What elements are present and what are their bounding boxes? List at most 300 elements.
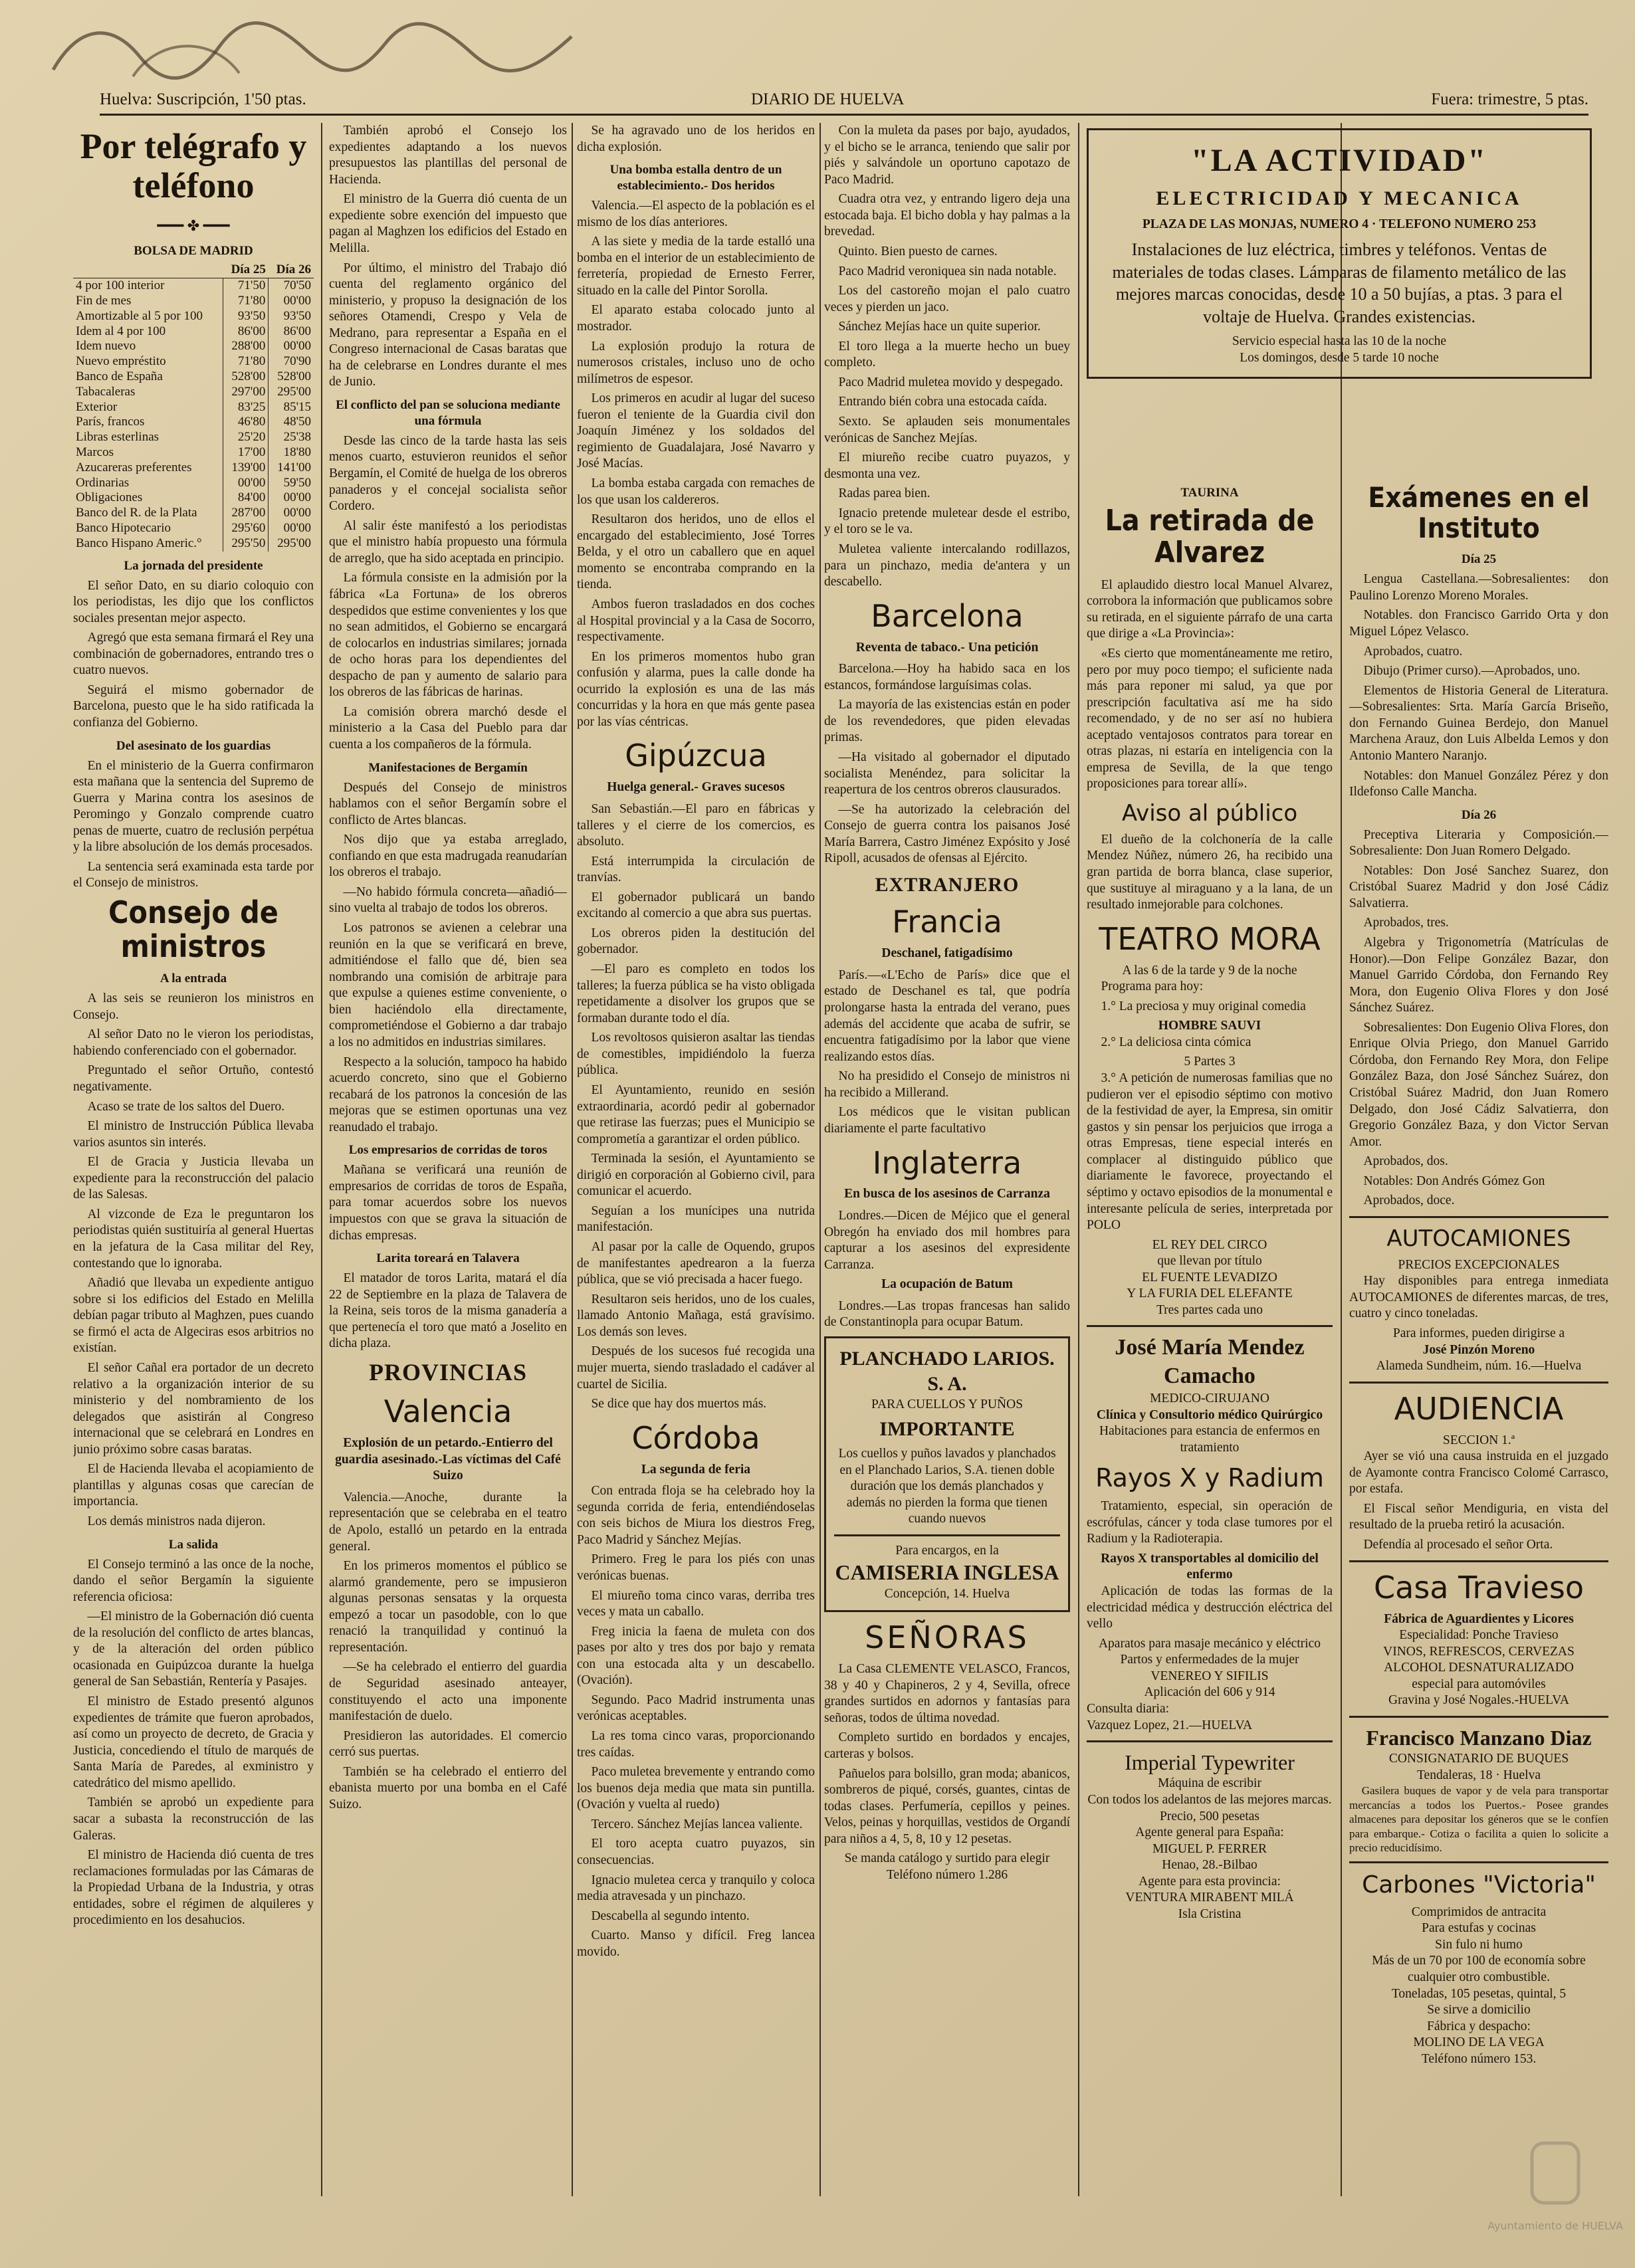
casa-travieso-title: Casa Travieso	[1374, 1569, 1584, 1605]
text-block: Notables: Don Andrés Gómez Gon	[1363, 1174, 1545, 1188]
text-block: El toro llega a la muerte hecho un buey completo.	[824, 339, 1070, 370]
text-block: Reventa de tabaco.- Una petición	[855, 640, 1039, 655]
text-block: La mayoría de las existencias están en poder de los revendedores, que piden elevadas primas.	[824, 698, 1070, 745]
text-block: Banco Hispano Americ.°	[76, 536, 202, 550]
text-block: Al señor Dato no le vieron los periodistas, habiendo conferenciado con el gobernador.	[73, 1027, 314, 1058]
text-block: Notables: Don José Sanchez Suarez, don Cristóbal Suarez Madrid y don José Cádiz Salvatierra.	[1349, 863, 1608, 910]
text-block: A las seis se reunieron los ministros en Consejo.	[73, 991, 314, 1022]
text-block: PARA CUELLOS Y PUÑOS	[871, 1397, 1024, 1411]
bolsa-row	[73, 536, 314, 552]
text-block: Obligaciones	[76, 490, 143, 505]
text-block: Sexto. Se aplauden seis monumentales verónicas de Sanchez Mejías.	[824, 415, 1070, 445]
text-block: Sánchez Mejías hace un quite superior.	[838, 320, 1041, 334]
text-block: San Sebastián.—El paro en fábricas y talleres y el cierre de los comercios, es absoluto.	[577, 801, 815, 849]
text-block: Notables. don Francisco Garrido Orta y don Miguel López Velasco.	[1349, 608, 1608, 639]
provincias-title: PROVINCIAS	[368, 1358, 528, 1386]
text-block: SECCION 1.ª	[1442, 1433, 1515, 1447]
text-block: Algebra y Trigonometría (Matrículas de Honor).—Don Felipe González Bazar, don Manuel Garrido Córdoba, don Fernando Rey Mora, don Eugenio Oliva Flores y don José Sánchez Suárez.	[1349, 935, 1608, 1015]
text-block: —Se ha autorizado la celebración del Consejo de guerra contra los paisanos José María Barrera, Castro Jiménez Expósito y José Ripoll, acusados de ofensas al Ejército.	[824, 802, 1070, 866]
text-block: Dibujo (Primer curso).—Aprobados, uno.	[1363, 664, 1580, 678]
inglaterra-title: Inglaterra	[872, 1144, 1022, 1181]
text-block: La segunda de feria	[641, 1462, 751, 1477]
text-block: 86'00	[269, 324, 314, 340]
text-block: Resultaron dos heridos, uno de ellos el encargado del establecimiento, José Torres Belda, y el otro un caballero que en aquel momento se encontraba comprando en la tienda.	[577, 512, 815, 592]
text-block: Aprobados, dos.	[1363, 1154, 1448, 1169]
text-block: 287'00	[223, 506, 269, 521]
text-block: Mañana se verificará una reunión de empresarios de corridas de toros de España, para tomar acuerdos sobre los nuevos impuestos con que se grava la situación de dichas empresas.	[329, 1163, 567, 1243]
ornament: ━━━ ✤ ━━━	[157, 217, 230, 234]
text-block: Y LA FURIA DEL ELEFANTE	[1127, 1287, 1293, 1301]
text-block: IMPORTANTE	[879, 1418, 1015, 1441]
text-block: También se aprobó un expediente para sacar a subasta la reconstrucción de las Galeras.	[73, 1796, 314, 1843]
text-block: MOLINO DE LA VEGA	[1413, 2035, 1545, 2050]
text-block: Los patronos se avienen a celebrar una reunión en la que se verificará en breve, admitiéndose el fallo que dé, bien sea nombrando una comisión de arbitraje para que expulse a quienes estime conveniente, o bien haciéndolo ella directamente, comprometiéndose el Gobierno a dar trabajo a los no admitidos en industrias similares.	[329, 921, 567, 1049]
text-block: Instalaciones de luz eléctrica, timbres y teléfonos. Ventas de materiales de todas clases. Lámparas de filamento metálico de las mejores marcas conocidas, desde 10 a 50 bujías, a ptas. 3 para el voltaje de Huelva. Grandes existencias.	[1112, 239, 1567, 327]
text-block: VENTURA MIRABENT MILÁ	[1125, 1891, 1294, 1905]
text-block: Nos dijo que ya estaba arreglado, confiando en que esta madrugada reanudarían los obreros el trabajo.	[329, 833, 567, 880]
text-block: El Fiscal señor Mendiguria, en vista del resultado de la prueba retiró la acusación.	[1349, 1501, 1608, 1532]
text-block: VENEREO Y SIFILIS	[1150, 1669, 1269, 1683]
text-block: El señor Dato, en su diario coloquio con los periodistas, les dijo que los conflictos sociales presentan mejor aspecto.	[73, 578, 314, 625]
text-block: Presidieron las autoridades. El comercio cerró sus puertas.	[329, 1728, 567, 1760]
text-block: Para encargos, en la	[895, 1543, 999, 1558]
text-block: La Casa CLEMENTE VELASCO, Francos, 38 y 40 y Chapineros, 2 y 4, Sevilla, ofrece grandes surtidos en adornos y fantasías para señoras, todos de última novedad.	[824, 1662, 1070, 1725]
text-block: CAMISERIA INGLESA	[835, 1560, 1059, 1585]
text-block: La res toma cinco varas, proporcionando tres caídas.	[577, 1729, 815, 1760]
text-block: Idem al 4 por 100	[76, 324, 166, 338]
examenes-title: Exámenes en el Instituto	[1368, 481, 1590, 545]
text-block: El gobernador publicará un bando excitando al comercio a que abra sus puertas.	[577, 890, 815, 921]
text-block: En busca de los asesinos de Carranza	[844, 1187, 1050, 1201]
text-block: Ayer se vió una causa instruida en el juzgado de Ayamonte contra Francisco Colomé Carrasco, por estafa.	[1349, 1449, 1608, 1496]
text-block: Tratamiento, especial, sin operación de escrófulas, cáncer y toda clase tumores por el Radium y la Radioterapia.	[1087, 1499, 1333, 1546]
bolsa-row	[73, 415, 314, 430]
text-block: 4 por 100 interior	[76, 278, 165, 293]
bolsa-row	[73, 369, 314, 385]
text-block: Vazquez Lopez, 21.—HUELVA	[1087, 1718, 1253, 1732]
text-block: Desde las cinco de la tarde hasta las seis menos cuarto, estuvieron reunidos el señor Bergamín, el Comité de huelga de los obreros panaderos y el concejal socialista señor Cordero.	[329, 433, 567, 514]
text-block: Por último, el ministro del Trabajo dió cuenta del reglamento orgánico del ministerio, y propuso la designación de los señores Otamendi, Crespo y Vela de Medrano, para representar a España en el Congreso internacional de Casas baratas que ha de celebrarse en Londres durante el mes de Junio.	[329, 260, 567, 389]
text-block: PRECIOS EXCEPCIONALES	[1398, 1257, 1560, 1272]
text-block: Banco de España	[76, 369, 163, 384]
text-block: Agregó que esta semana firmará el Rey una combinación de gobernadores, entrando tres o cuatro nuevos.	[73, 631, 314, 678]
text-block: Aparatos para masaje mecánico y eléctrico	[1098, 1636, 1321, 1651]
text-block: La fórmula consiste en la admisión por la fábrica «La Fortuna» de los obreros despedidos que estime convenientes y los que no sean admitidos, el Gobierno se encargará de colocarlos en industrias similares; jornada de ocho horas para los dependientes del despacho de pan y aumento de salario para los obreros de las fábricas de harinas.	[329, 571, 567, 700]
text-block: Está interrumpida la circulación de tranvías.	[577, 854, 815, 885]
text-block: PLANCHADO LARIOS. S. A.	[839, 1347, 1055, 1395]
rayos-title: Rayos X y Radium	[1095, 1463, 1324, 1493]
text-block: A la entrada	[160, 972, 227, 986]
text-block: El de Gracia y Justicia llevaba un expediente para la reconstrucción del palacio de las Salesas.	[73, 1155, 314, 1202]
text-block: Cuadra otra vez, y entrando ligero deja una estocada baja. El bicho dobla y hay palmas a la brevedad.	[824, 192, 1070, 239]
text-block: 297'00	[223, 385, 269, 400]
text-block: ELECTRICIDAD Y MECANICA	[1156, 187, 1523, 210]
text-block: Día 25	[223, 262, 269, 278]
text-block: Deschanel, fatigadísimo	[881, 946, 1013, 961]
text-block: Huelga general.- Graves sucesos	[607, 780, 785, 795]
heading: La jornada del presidente	[124, 558, 263, 573]
text-block: Toneladas, 105 pesetas, quintal, 5	[1391, 1986, 1567, 2001]
text-block: Radas parea bien.	[838, 486, 930, 501]
text-block: Agente para esta provincia:	[1139, 1874, 1281, 1889]
text-block: En el ministerio de la Guerra confirmaron esta mañana que la sentencia del Supremo de Guerra y Marina contra los asesinos de Peromingo y Gonzalo comprende cuatro penas de muerte, cuatro de reclusión perpétua y la libre absolución de los demás procesados.	[73, 758, 314, 855]
text-block: El ministro de Hacienda dió cuenta de tres reclamaciones formuladas por las Cámaras de la Propiedad Urbana de la Industria, y otras entidades, sobre el régimen de alquileres y procedimiento en los desahucios.	[73, 1848, 314, 1928]
text-block: 00'00	[269, 490, 314, 506]
text-block: EL REY DEL CIRCO	[1152, 1237, 1267, 1252]
text-block: Especialidad: Ponche Travieso	[1399, 1628, 1559, 1643]
text-block: Los del castoreño mojan el palo cuatro veces y pierden un jaco.	[824, 284, 1070, 314]
text-block: Máquina de escribir	[1158, 1776, 1261, 1791]
gipuzcoa-title: Gipúzcua	[625, 738, 767, 774]
bolsa-row	[73, 339, 314, 354]
subscription-outside: Fuera: trimestre, 5 ptas.	[1431, 90, 1588, 108]
column-5-lower	[1087, 478, 1333, 2196]
text-block: Ordinarias	[76, 475, 130, 490]
text-block: 295'50	[223, 536, 269, 552]
audiencia-title: AUDIENCIA	[1394, 1390, 1564, 1427]
text-block: Los obreros piden la destitución del gobernador.	[577, 926, 815, 957]
mendez-title: José María Mendez Camacho	[1115, 1335, 1305, 1389]
text-block: Con entrada floja se ha celebrado hoy la segunda corrida de feria, entendiéndoselas con seis bichos de Miura los diestros Freg, Paco Madrid y Sánchez Mejías.	[577, 1484, 815, 1547]
text-block: Fábrica de Aguardientes y Licores	[1384, 1611, 1574, 1626]
text-block: Lengua Castellana.—Sobresalientes: don Paulino Lorenzo Moreno Morales.	[1349, 572, 1608, 603]
la-actividad-ad	[1087, 128, 1592, 379]
text-block: Exterior	[76, 399, 118, 414]
text-block: No ha presidido el Consejo de ministros ni ha recibido a Millerand.	[824, 1069, 1070, 1100]
text-block: —Ha visitado al gobernador el diputado socialista Menéndez, para solicitar la reapertura de los centros obreros clausurados.	[824, 750, 1070, 797]
bolsa-row	[73, 309, 314, 324]
text-block: Notables: don Manuel González Pérez y don Ildefonso Calle Mancha.	[1349, 768, 1608, 799]
text-block: 71'80	[223, 354, 269, 369]
text-block: —El paro es completo en todos los talleres; la fuerza pública se ha visto obligada repetidamente a disolver los grupos que se formaban durante todo el día.	[577, 962, 815, 1025]
text-block: 295'00	[269, 536, 314, 552]
text-block: El ministro de Instrucción Pública llevaba varios asuntos sin interés.	[73, 1119, 314, 1150]
text-block: 86'00	[223, 324, 269, 340]
text-block: La comisión obrera marchó desde el ministerio a la Casa del Pueblo para dar cuenta a los compañeros de la fórmula.	[329, 704, 567, 752]
text-block: Barcelona.—Hoy ha habido saca en los estancos, formándose larguísimas colas.	[824, 662, 1070, 692]
text-block: Londres.—Dicen de Méjico que el general Obregón ha enviado dos mil hombres para capturar a los asesinos del expresidente Carranza.	[824, 1209, 1070, 1272]
text-block: 139'00	[223, 461, 269, 476]
text-block: Ignacio pretende muletear desde el estribo, y el toro se le va.	[824, 506, 1070, 537]
text-block: Se ha agravado uno de los heridos en dicha explosión.	[577, 124, 815, 154]
text-block: 00'00	[223, 476, 269, 491]
text-block: Gravina y José Nogales.-HUELVA	[1388, 1693, 1569, 1708]
column-3	[577, 123, 815, 2196]
text-block: Para estufas y cocinas	[1422, 1921, 1536, 1936]
text-block: Programa para hoy:	[1101, 979, 1204, 994]
text-block: MEDICO-CIRUJANO	[1150, 1392, 1269, 1406]
text-block: 93'50	[269, 309, 314, 324]
text-block: especial para automóviles	[1412, 1677, 1546, 1691]
text-block: Concepción, 14. Huelva	[884, 1586, 1010, 1601]
text-block: que llevan por título	[1157, 1254, 1262, 1269]
bolsa-title: BOLSA DE MADRID	[134, 243, 253, 258]
text-block: La explosión produjo la rotura de numerosos cristales, incluso uno de ocho milímetros de espesor.	[577, 339, 815, 386]
text-block: Seguirá el mismo gobernador de Barcelona, puesto que le ha sido ratificada la confianza del Gobierno.	[73, 682, 314, 730]
text-block: Los cuellos y puños lavados y planchados en el Planchado Larios, S.A. tienen doble duración que los demás planchados y además no pierden la forma que tienen cuando nuevos	[838, 1446, 1056, 1526]
text-block: El miureño recibe cuatro puyazos, y desmonta una vez.	[824, 451, 1070, 481]
text-block: Día 26	[1461, 807, 1497, 822]
text-block: Teléfono número 153.	[1421, 2051, 1537, 2066]
barcelona-title: Barcelona	[871, 597, 1024, 634]
text-block: Amortizable al 5 por 100	[76, 308, 203, 323]
text-block: Primero. Freg le para los piés con unas verónicas buenas.	[577, 1552, 815, 1583]
text-block: 2.° La deliciosa cinta cómica	[1101, 1035, 1252, 1049]
text-block: Azucareras preferentes	[76, 460, 192, 474]
text-block: Muletea valiente intercalando rodillazos, para un pinchazo, media de'antera y un descabello.	[824, 542, 1070, 589]
text-block: Sin fulo ni humo	[1435, 1937, 1523, 1952]
text-block: Añadió que llevaba un expediente antiguo sobre si los edificios del Estado en Melilla debían pagar tributo al Maghzen, pues cuando se firmó el acta de Algeciras esos arbitrios no existían.	[73, 1276, 314, 1356]
text-block: Larita toreará en Talavera	[376, 1251, 520, 1266]
manzano-title: Francisco Manzano Diaz	[1366, 1725, 1592, 1750]
bolsa-row	[73, 476, 314, 491]
text-block: Al vizconde de Eza le preguntaron los periodistas quién sustituiría al general Huertas en la jefatura de la Casa militar del Rey, contestando que lo ignoraba.	[73, 1207, 314, 1271]
aviso-title: Aviso al público	[1121, 800, 1298, 827]
text-block: Paco muletea brevemente y entrando como los buenos deja media que mata sin puntilla. (Ovación y vuelta al ruedo)	[577, 1765, 815, 1812]
text-block: Sobresalientes: Don Eugenio Oliva Flores, don Enrique Olvia Priego, don Manuel Garrido Córdoba, don Fernando Rey Mora, don Felipe González Baza, don José Sánchez Suárez, don Cristóbal Suárez Madrid, don Juan Romero Delgado, don José Cádiz Salvatierra, don Gregorio González Baza, y don Victor Servan Amor.	[1349, 1020, 1608, 1149]
text-block: El miureño toma cinco varas, derriba tres veces y mata un caballo.	[577, 1588, 815, 1619]
text-block: 70'90	[269, 354, 314, 369]
text-block: Paco Madrid veroniquea sin nada notable.	[838, 264, 1057, 278]
text-block: —No habido fórmula concreta—añadió—sino vuelta al trabajo de todos los obreros.	[329, 884, 567, 916]
autocamiones-title: AUTOCAMIONES	[1386, 1225, 1571, 1252]
newspaper-name: DIARIO DE HUELVA	[751, 90, 905, 108]
text-block: Tabacaleras	[76, 384, 136, 399]
bolsa-row	[73, 324, 314, 340]
planchado-ad	[824, 1336, 1070, 1612]
bolsa-row	[73, 445, 314, 461]
cordoba-title: Córdoba	[631, 1419, 760, 1456]
text-block: Descabella al segundo intento.	[591, 1908, 750, 1923]
bolsa-row	[73, 461, 314, 476]
text-block: El matador de toros Larita, matará el día 22 de Septiembre en la plaza de Talavera de la Reina, seis toros de la misma ganadería a que pertenecía el toro que mató a Joselito en dicha plaza.	[329, 1271, 567, 1351]
text-block: Defendía al procesado el señor Orta.	[1363, 1538, 1553, 1552]
text-block: Al salir éste manifestó a los periodistas que el ministro había propuesto una fórmula de arreglo, que ha sido aceptada en principio.	[329, 518, 567, 566]
text-block: El de Hacienda llevaba el acopiamiento de plantillas y algunas cosas que carecían de importancia.	[73, 1462, 314, 1509]
text-block: Partos y enfermedades de la mujer	[1120, 1653, 1299, 1667]
text-block: 71'80	[223, 294, 269, 309]
bolsa-row	[73, 400, 314, 415]
text-block: "LA ACTIVIDAD"	[1190, 143, 1488, 178]
text-block: Servicio especial hasta las 10 de la noche	[1232, 334, 1447, 349]
column-6	[1349, 478, 1608, 2196]
bolsa-table	[73, 262, 314, 551]
text-block: 46'80	[223, 415, 269, 430]
text-block: José Pinzón Moreno	[1422, 1342, 1535, 1357]
text-block: 295'60	[223, 521, 269, 536]
consejo-title: Consejo de ministros	[108, 894, 278, 964]
text-block: Los empresarios de corridas de toros	[348, 1143, 548, 1158]
column-2	[329, 123, 567, 2196]
text-block: El aplaudido diestro local Manuel Alvarez, corrobora la información que publicamos sobre su retirada, en el siguiente párrafo de una carta que dirige a «La Provincia»:	[1087, 577, 1333, 641]
text-block: Tercero. Sánchez Mejías lancea valiente.	[591, 1817, 803, 1831]
text-block: Tres partes cada uno	[1156, 1302, 1263, 1317]
text-block: Valencia.—Anoche, durante la representación que se celebraba en el teatro de Apolo, estalló un petardo en la entrada general.	[329, 1490, 567, 1554]
text-block: Pañuelos para bolsillo, gran moda; abanicos, sombreros de piqué, corsés, guantes, cintas de todas clases. Perfumería, cepillos y peines. Velos, peinas y horquillas, vestidos de Organdí para niños a 4, 5, 8, 10 y 12 pesetas.	[824, 1766, 1070, 1846]
text-block: CONSIGNATARIO DE BUQUES	[1388, 1752, 1569, 1766]
column-1	[73, 123, 314, 2196]
extranjero-title: EXTRANJERO	[875, 873, 1020, 896]
text-block: —El ministro de la Gobernación dió cuenta de la resolución del conflicto de artes blancas, y de la alteración del orden público ocasionada en Guipúzcoa durante la huelga general de San Sebastián, Rentería y Pasajes.	[73, 1609, 314, 1689]
text-block: En los primeros momentos el público se alarmó grandemente, pero se impusieron algunas personas sensatas y la orquesta empezó a tocar un pasodoble, con lo que renació la tranquilidad y continuó la representación.	[329, 1559, 567, 1655]
bolsa-row	[73, 354, 314, 369]
text-block: VINOS, REFRESCOS, CERVEZAS	[1383, 1644, 1575, 1659]
text-block: Clínica y Consultorio médico Quirúrgico	[1096, 1407, 1323, 1422]
text-block: Cuarto. Manso y difícil. Freg lancea movido.	[577, 1928, 815, 1959]
text-block: Comprimidos de antracita	[1411, 1905, 1547, 1919]
text-block: 00'00	[269, 521, 314, 536]
text-block: 528'00	[269, 369, 314, 385]
text-block: Después de los sucesos fué recogida una mujer muerta, siendo trasladado el cadáver al cuartel de Sicilia.	[577, 1344, 815, 1392]
text-block: 71'50	[223, 278, 269, 294]
text-block: 25'20	[223, 430, 269, 445]
text-block: Nuevo empréstito	[76, 354, 166, 369]
bolsa-row	[73, 521, 314, 536]
text-block: Más de un 70 por 100 de economía sobre cualquier otro combustible.	[1372, 1954, 1586, 1984]
text-block: Se dice que hay dos muertos más.	[591, 1397, 767, 1411]
text-block: 83'25	[223, 400, 269, 415]
text-block: Aplicación del 606 y 914	[1144, 1685, 1275, 1700]
text-block: 1.° La preciosa y muy original comedia	[1101, 999, 1306, 1013]
text-block: Se sirve a domicilio	[1427, 2003, 1531, 2017]
archive-seal	[1485, 2130, 1625, 2256]
text-block: Tendaleras, 18 · Huelva	[1417, 1768, 1541, 1782]
text-block: Quinto. Bien puesto de carnes.	[838, 244, 998, 258]
imperial-title: Imperial Typewriter	[1125, 1750, 1295, 1775]
text-block: PLAZA DE LAS MONJAS, NUMERO 4 · TELEFONO NUMERO 253	[1142, 217, 1537, 232]
text-block: Elementos de Historia General de Literatura.—Sobresalientes: Srta. María García Briseño, don Fernando Guinea Berdejo, don Manuel Marchena Arauz, don Luis Albelda Lemos y don Antonio Mantero Naranjo.	[1349, 683, 1608, 763]
text-block: 528'00	[223, 369, 269, 385]
text-block: Ignacio muletea cerca y tranquilo y coloca media atravesada y un pinchazo.	[577, 1873, 815, 1904]
text-block: El conflicto del pan se soluciona mediante una fórmula	[336, 398, 560, 428]
text-block: Isla Cristina	[1178, 1907, 1242, 1921]
valencia-title: Valencia	[383, 1393, 512, 1430]
text-block: París, francos	[76, 415, 145, 429]
text-block: 25'38	[269, 430, 314, 445]
text-block: Los primeros en acudir al lugar del suceso fueron el teniente de la Guardia civil don Joaquín Jiménez y los soldados del regimiento de Guadalajara, José Navarro y José Macías.	[577, 391, 815, 471]
text-block: Ambos fueron trasladados en dos coches al Hospital provincial y a la Casa de Socorro, respectivamente.	[577, 597, 815, 645]
text-block: Aprobados, tres.	[1363, 916, 1449, 930]
text-block: 48'50	[269, 415, 314, 430]
text-block: El toro acepta cuatro puyazos, sin consecuencias.	[577, 1837, 815, 1867]
text-block: Completo surtido en bordados y encajes, carteras y bolsos.	[824, 1730, 1070, 1761]
text-block: Marcos	[76, 445, 114, 459]
alvarez-title: La retirada de Alvarez	[1105, 503, 1315, 570]
text-block: 288'00	[223, 339, 269, 354]
text-block: El ministro de Estado presentó algunos expedientes de trámite que fueron aprobados, así como un proyecto de decreto, de Gracia y Justicia, concediendo el título de marqués de Santa María de Paredes, al exministro y catedrático del mismo apellido.	[73, 1695, 314, 1790]
text-block: Preguntado el señor Ortuño, contestó negativamente.	[73, 1063, 314, 1094]
text-block: Los demás ministros nada dijeron.	[87, 1514, 266, 1529]
text-block: —Se ha celebrado el entierro del guardia de Seguridad asesinado anteayer, constituyendo el acto una imponente manifestación de duelo.	[329, 1660, 567, 1724]
text-block: A las 6 de la tarde y 9 de la noche	[1122, 963, 1297, 978]
text-block: Valencia.—El aspecto de la población es el mismo de los días anteriores.	[577, 199, 815, 229]
text-block: 84'00	[223, 490, 269, 506]
bolsa-row	[73, 294, 314, 309]
text-block: Resultaron seis heridos, uno de los cuales, llamado Antonio Mañaga, está gravísimo. Los demás son leves.	[577, 1292, 815, 1339]
bolsa-row	[73, 490, 314, 506]
text-block: 85'15	[269, 400, 314, 415]
text-block: Libras esterlinas	[76, 430, 160, 445]
text-block: Manifestaciones de Bergamín	[368, 760, 528, 775]
text-block: EL FUENTE LEVADIZO	[1142, 1270, 1277, 1285]
text-block: El aparato estaba colocado junto al mostrador.	[577, 303, 815, 334]
text-block: Día 25	[1461, 552, 1497, 567]
text-block: A las siete y media de la tarde estalló una bomba en el interior de un establecimiento de ferretería, propiedad de Ernesto Ferrer, situado en la calle del Pintor Sorolla.	[577, 235, 815, 298]
francia-title: Francia	[892, 904, 1002, 940]
text-block: Fábrica y despacho:	[1427, 2019, 1531, 2033]
text-block: Los domingos, desde 5 tarde 10 noche	[1240, 350, 1439, 365]
text-block: Precio, 500 pesetas	[1159, 1809, 1259, 1823]
heading: Del asesinato de los guardias	[116, 738, 271, 753]
text-block: El Consejo terminó a las once de la noche, dando el señor Bergamín la siguiente referencia oficiosa:	[73, 1557, 314, 1604]
text-block: 18'80	[269, 445, 314, 461]
text-block: Paco Madrid muletea movido y despegado.	[838, 375, 1063, 389]
bolsa-row	[73, 278, 314, 294]
text-block: 3.° A petición de numerosas familias que no pudieron ver el episodio séptimo con motivo de la festividad de ayer, la Empresa, sin omitir gastos y sin pensar los perjuicios que irroga a otras Empresas, tiene especial interés en complacer al distinguido público que diariamente le favorece, proyectando el séptimo y octavo episodios de la monumental e interesante película de series, interpretada por POLO	[1087, 1071, 1333, 1233]
carbones-title: Carbones "Victoria"	[1362, 1871, 1596, 1899]
text-block: París.—«L'Echo de París» dice que el estado de Deschanel es tal, que podría prolongarse hasta la entrada del verano, pues además del accidente que acaba de sufrir, se encuentra fatigadísimo por la labor que viene realizando estos días.	[824, 968, 1070, 1064]
text-block: El señor Cañal era portador de un decreto relativo a la organización interior de su ministerio y del nombramiento de los delegados que asistirán al Congreso internacional que se celebrará en Londres en junio próximo sobre casas baratas.	[73, 1360, 314, 1457]
text-block: 00'00	[269, 294, 314, 309]
text-block: 00'00	[269, 339, 314, 354]
text-block: También aprobó el Consejo los expedientes adaptando a los nuevos presupuestos las plantillas del personal de Hacienda.	[329, 124, 567, 187]
text-block: Con la muleta da pases por bajo, ayudados, y el bicho se le arranca, teniendo que salir por piés y salvándole un oportuno capotazo de Paco Madrid.	[824, 124, 1070, 187]
text-block: Para informes, pueden dirigirse a	[1392, 1326, 1565, 1341]
text-block: Los revoltosos quisieron asaltar las tiendas de comestibles, impidiéndolo la fuerza pública.	[577, 1031, 815, 1078]
handwritten-scribble	[40, 10, 585, 90]
text-block: Al pasar por la calle de Oquendo, grupos de manifestantes apedrearon a la fuerza pública, que se vió precisada a hacer fuego.	[577, 1240, 815, 1287]
text-block: Hay disponibles para entrega inmediata AUTOCAMIONES de diferentes marcas, de tres, cuatro y cinco toneladas.	[1349, 1274, 1608, 1321]
text-block: 93'50	[223, 309, 269, 324]
text-block: Fin de mes	[76, 294, 132, 308]
teatro-title: TEATRO MORA	[1099, 920, 1321, 957]
text-block: Preceptiva Literaria y Composición.—Sobresaliente: Don Juan Romero Delgado.	[1349, 827, 1608, 859]
text-block: «Es cierto que momentáneamente me retiro, pero por muy poco tiempo; el suficiente nada más para reponer mi salud, ya que por prescripción facultativa así me ha sido recomendado, y de no ser así no hubiera aceptado ventajosos contratos para torear en otras plazas, ni estaría en inteligencia con la empresa de Sevilla, de la que tengo proposiciones para torear allí».	[1087, 646, 1333, 791]
text-block: Aprobados, cuatro.	[1363, 644, 1463, 659]
page-header	[100, 86, 1588, 116]
text-block: Consulta diaria:	[1087, 1701, 1170, 1716]
text-block: HOMBRE SAUVI	[1158, 1019, 1261, 1033]
text-block: Rayos X transportables al domicilio del enfermo	[1101, 1551, 1319, 1582]
text-block: Idem nuevo	[76, 339, 136, 354]
text-block: 70'50	[269, 278, 314, 294]
text-block: Habitaciones para estancia de enfermos en tratamiento	[1099, 1424, 1320, 1455]
text-block: 17'00	[223, 445, 269, 461]
senoras-title: SEÑORAS	[865, 1619, 1030, 1656]
text-block: Ayuntamiento de HUELVA	[1487, 2219, 1623, 2232]
text-block: Londres.—Las tropas francesas han salido de Constantinopla para ocupar Batum.	[824, 1298, 1070, 1330]
text-block: La bomba estaba cargada con remaches de los que usan los caldereros.	[577, 476, 815, 507]
text-block: Después del Consejo de ministros hablamos con el señor Bergamín sobre el conflicto de Artes blancas.	[329, 780, 567, 827]
text-block: Aplicación de todas las formas de la electricidad médica y destrucción eléctrica del vello	[1087, 1584, 1333, 1631]
text-block: Gasilera buques de vapor y de vela para transportar mercancías a todos los Puertos.- Posee grandes almacenes para depositar los géneros que se le confíen para embarque.- Cotiza o facilita a quien lo solicite a precio reducidísimo.	[1349, 1784, 1608, 1854]
text-block: 295'00	[269, 385, 314, 400]
column-4	[824, 123, 1070, 2196]
text-block: El ministro de la Guerra dió cuenta de un expediente sobre exención del impuesto que pagan al Maghzen los edificios del Estado en Melilla.	[329, 192, 567, 255]
text-block: Entrando bién cobra una estocada caída.	[838, 395, 1047, 409]
text-block: Seguían a los munícipes una nutrida manifestación.	[577, 1203, 815, 1235]
text-block: Los médicos que le visitan publican diariamente el parte facultativo	[824, 1105, 1070, 1136]
bolsa-row	[73, 385, 314, 400]
text-block: Se manda catálogo y surtido para elegir	[844, 1851, 1050, 1866]
text-block: La ocupación de Batum	[881, 1277, 1013, 1292]
section-title: Por telégrafo y teléfono	[80, 126, 307, 206]
text-block: 59'50	[269, 476, 314, 491]
text-block: El dueño de la colchonería de la calle Mendez Núñez, número 26, ha recibido una gran partida de borra blanca, clase superior, que sustituye al miraguano y a la lana, de un resultado inmejorable para colchones.	[1087, 832, 1333, 912]
text-block: Segundo. Paco Madrid instrumenta unas verónicas aceptables.	[577, 1693, 815, 1724]
text-block: La salida	[168, 1537, 219, 1552]
text-block: Día 26	[269, 262, 314, 278]
